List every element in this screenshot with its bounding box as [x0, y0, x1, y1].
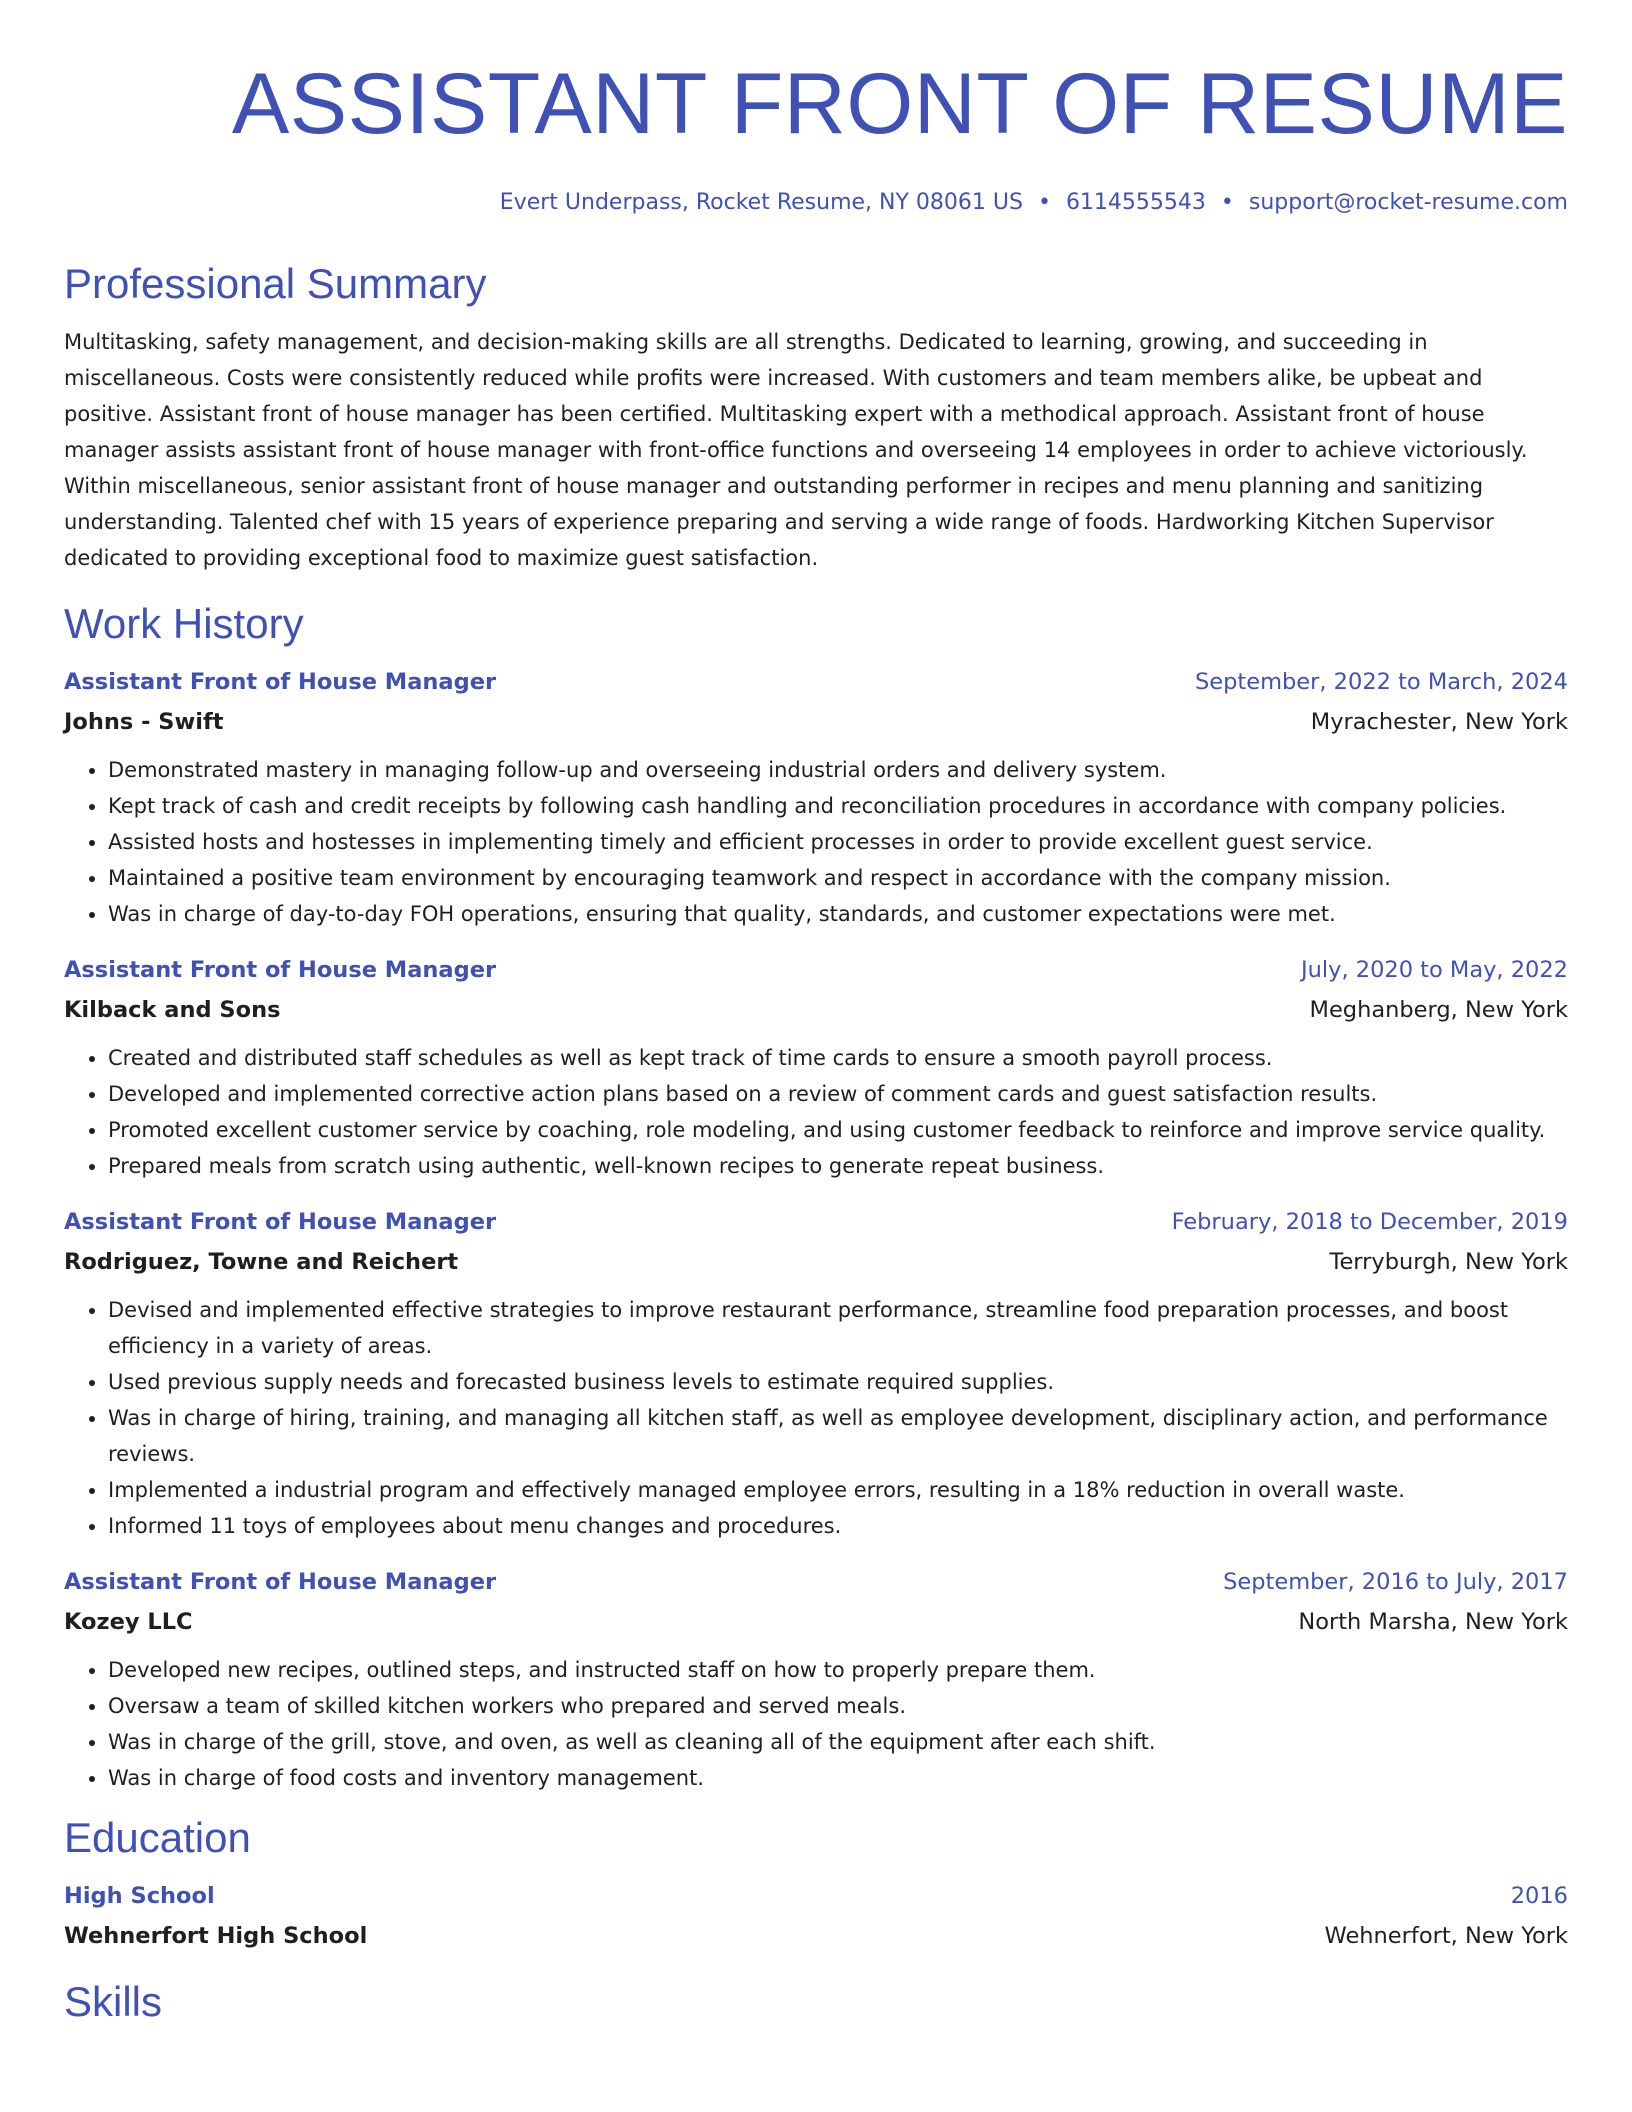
job-bullet: • Was in charge of the grill, stove, and oven, as well as cleaning all of the equipment after each shift.: [108, 1724, 1568, 1760]
job-bullet: • Demonstrated mastery in managing follow-up and overseeing industrial orders and delivery system.: [108, 752, 1568, 788]
resume-content: [64, 58, 1568, 2026]
job-dates: September, 2022 to March, 2024: [1195, 669, 1568, 695]
contact-phone: 6114555543: [1065, 190, 1206, 215]
job-location: North Marsha, New York: [1298, 1609, 1568, 1635]
job-bullet: • Promoted excellent customer service by coaching, role modeling, and using customer feedback to reinforce and improve service quality.: [108, 1112, 1568, 1148]
job-bullets: [64, 752, 1568, 932]
job-bullet: • Oversaw a team of skilled kitchen workers who prepared and served meals.: [108, 1688, 1568, 1724]
job-bullet: • Maintained a positive team environment by encouraging teamwork and respect in accordance with the company mission.: [108, 860, 1568, 896]
resume-name: ASSISTANT FRONT OF RESUME: [231, 56, 1568, 152]
contact-separator: •: [1220, 190, 1234, 215]
job-bullets: [64, 1292, 1568, 1544]
job-role: Assistant Front of House Manager: [64, 957, 497, 983]
contact-line: [64, 188, 1568, 218]
job-company: Kilback and Sons: [64, 997, 281, 1023]
job-bullet: • Created and distributed staff schedules as well as kept track of time cards to ensure a smooth payroll process.: [108, 1040, 1568, 1076]
job-bullet: • Was in charge of day-to-day FOH operations, ensuring that quality, standards, and customer expectations were met.: [108, 896, 1568, 932]
job-role: Assistant Front of House Manager: [64, 1209, 497, 1235]
section-title-education: Education: [64, 1814, 251, 1861]
education-year: 2016: [1510, 1883, 1568, 1909]
job-location: Terryburgh, New York: [1329, 1249, 1568, 1275]
job-entry: [64, 662, 1568, 932]
job-dates: February, 2018 to December, 2019: [1171, 1209, 1568, 1235]
job-bullet: • Devised and implemented effective strategies to improve restaurant performance, streamline food preparation processes, and boost efficiency in a variety of areas.: [108, 1292, 1568, 1364]
job-location: Myrachester, New York: [1310, 709, 1568, 735]
job-bullet: • Used previous supply needs and forecasted business levels to estimate required supplies.: [108, 1364, 1568, 1400]
education-entry: [64, 1876, 1568, 1956]
job-bullet: • Assisted hosts and hostesses in implementing timely and efficient processes in order to provide excellent guest service.: [108, 824, 1568, 860]
education-location: Wehnerfort, New York: [1324, 1923, 1568, 1949]
summary-text: Multitasking, safety management, and decision-making skills are all strengths. Dedicated to learning, growing, and succeeding in miscellaneous. Costs were consistently reduced while profits were increased. With customers and team members alike, be upbeat and positive. Assistant front of house manager has been certified. Multitasking expert with a methodical approach. Assistant front of house manager assists assistant front of house manager with front-office functions and overseeing 14 employees in order to achieve victoriously. Within miscellaneous, senior assistant front of house manager and outstanding performer in recipes and menu planning and sanitizing understanding. Talented chef with 15 years of experience preparing and serving a wide range of foods. Hardworking Kitchen Supervisor dedicated to providing exceptional food to maximize guest satisfaction.: [64, 330, 1528, 570]
job-entry: [64, 1562, 1568, 1796]
job-bullet: • Developed new recipes, outlined steps, and instructed staff on how to properly prepare them.: [108, 1652, 1568, 1688]
education-degree: High School: [64, 1883, 215, 1909]
job-bullet: • Was in charge of food costs and inventory management.: [108, 1760, 1568, 1796]
job-bullet: • Kept track of cash and credit receipts by following cash handling and reconciliation procedures in accordance with company policies.: [108, 788, 1568, 824]
job-dates: September, 2016 to July, 2017: [1223, 1569, 1568, 1595]
job-dates: July, 2020 to May, 2022: [1300, 957, 1568, 983]
job-role: Assistant Front of House Manager: [64, 1569, 497, 1595]
job-company: Johns - Swift: [64, 709, 224, 735]
education-school: Wehnerfort High School: [64, 1923, 368, 1949]
job-company: Kozey LLC: [64, 1609, 193, 1635]
job-entry: [64, 950, 1568, 1184]
job-bullets: [64, 1652, 1568, 1796]
job-role: Assistant Front of House Manager: [64, 669, 497, 695]
job-bullet: • Informed 11 toys of employees about menu changes and procedures.: [108, 1508, 1568, 1544]
job-entry: [64, 1202, 1568, 1544]
job-bullets: [64, 1040, 1568, 1184]
contact-separator: •: [1037, 190, 1051, 215]
job-bullet: • Developed and implemented corrective action plans based on a review of comment cards and guest satisfaction results.: [108, 1076, 1568, 1112]
section-title-skills: Skills: [64, 1978, 163, 2025]
section-title-work-history: Work History: [64, 600, 304, 647]
job-company: Rodriguez, Towne and Reichert: [64, 1249, 459, 1275]
job-bullet: • Was in charge of hiring, training, and managing all kitchen staff, as well as employee development, disciplinary action, and performance reviews.: [108, 1400, 1568, 1472]
job-location: Meghanberg, New York: [1309, 997, 1568, 1023]
contact-email[interactable]: support@rocket-resume.com: [1248, 190, 1568, 215]
job-bullet: • Implemented a industrial program and effectively managed employee errors, resulting in a 18% reduction in overall waste.: [108, 1472, 1568, 1508]
section-title-summary: Professional Summary: [64, 260, 487, 307]
job-bullet: • Prepared meals from scratch using authentic, well-known recipes to generate repeat business.: [108, 1148, 1568, 1184]
contact-address: Evert Underpass, Rocket Resume, NY 08061 US: [499, 190, 1023, 215]
